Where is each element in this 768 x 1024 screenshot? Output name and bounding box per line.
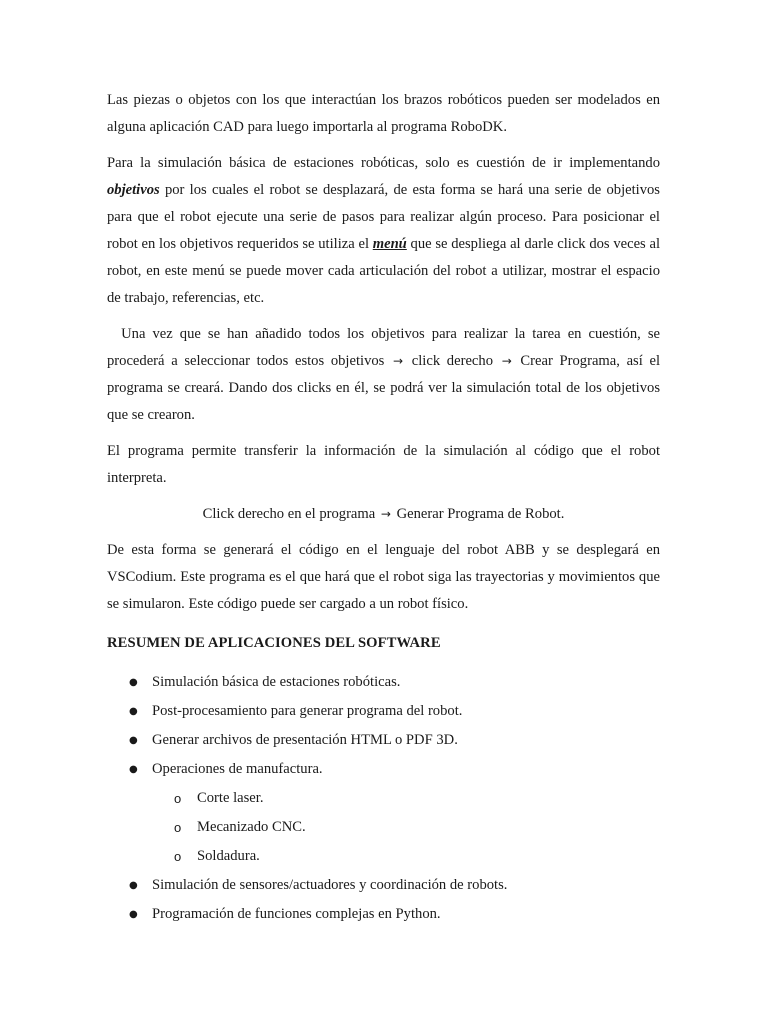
sub-list-item-text: Mecanizado CNC. (197, 819, 306, 835)
list-item-text: Simulación de sensores/actuadores y coordinación de robots. (152, 877, 508, 893)
paragraph-text: que se despliega al darle click dos veces al robot, en este menú se puede mover cada articulación del robot a utilizar, mostrar el espacio de trabajo, referencias, etc. (107, 236, 660, 306)
paragraph-text: Para la simulación básica de estaciones robóticas, solo es cuestión de ir implementando (107, 155, 660, 171)
paragraph-create-program (107, 321, 664, 429)
list-item (107, 755, 660, 871)
section-heading: RESUMEN DE APLICACIONES DEL SOFTWARE (107, 635, 441, 651)
bullet-icon: ● (129, 880, 138, 891)
list-item-text: Post-procesamiento para generar programa del robot. (152, 703, 463, 719)
list-item-text: Programación de funciones complejas en Python. (152, 906, 441, 922)
paragraph-text: click derecho (405, 353, 500, 369)
hollow-bullet-icon: o (174, 849, 182, 864)
sub-list-item-text: Corte laser. (197, 790, 264, 806)
paragraph-generate-robot-program (107, 501, 660, 528)
paragraph-text: Crear Programa, así el programa se creará. Dando dos clicks en él, se podrá ver la simulación total de los objetivos que se crearon. (107, 353, 661, 423)
hollow-bullet-icon: o (174, 820, 182, 835)
manufacturing-sublist (152, 784, 660, 871)
applications-list (107, 668, 660, 929)
list-item (107, 726, 660, 755)
paragraph-text: Click derecho en el programa (202, 506, 379, 522)
sub-list-item-text: Soldadura. (197, 848, 260, 864)
arrow-right-icon: → (393, 354, 404, 368)
paragraph-abb-code: De esta forma se generará el código en el lenguaje del robot ABB y se desplegará en VSCodium. Este programa es el que hará que el robot siga las trayectorias y movimientos que se simularon. Este código puede ser cargado a un robot físico. (107, 542, 660, 612)
paragraph-cad-import: Las piezas o objetos con los que interactúan los brazos robóticos pueden ser modelados en alguna aplicación CAD para luego importarla al programa RoboDK. (107, 92, 660, 135)
paragraph-transfer-info: El programa permite transferir la información de la simulación al código que el robot interpreta. (107, 443, 660, 486)
bullet-icon: ● (129, 735, 138, 746)
bullet-icon: ● (129, 677, 138, 688)
list-item-text: Generar archivos de presentación HTML o PDF 3D. (152, 732, 458, 748)
list-item-text: Simulación básica de estaciones robóticas. (152, 674, 401, 690)
list-item (107, 668, 660, 697)
bullet-icon: ● (129, 706, 138, 717)
paragraph-basic-simulation (107, 150, 660, 312)
list-item (107, 900, 660, 929)
paragraph-text: Generar Programa de Robot. (392, 506, 565, 522)
paragraph-text: por los cuales el robot se desplazará, de esta forma se hará una serie de objetivos para que el robot ejecute una serie de pasos para realizar algún proceso. Para posicionar el robot en los objetivos requeridos se utiliza el (107, 182, 660, 252)
sub-list-item (107, 842, 660, 871)
hollow-bullet-icon: o (174, 791, 182, 806)
list-item-text: Operaciones de manufactura. (152, 761, 323, 777)
sub-list-item (107, 813, 660, 842)
emphasis-menu: menú (372, 236, 407, 252)
list-item (107, 697, 660, 726)
emphasis-objetivos: objetivos (107, 182, 160, 198)
list-item (107, 871, 660, 900)
bullet-icon: ● (129, 909, 138, 920)
paragraph-text: Una vez que se han añadido todos los objetivos para realizar la tarea en cuestión, se procederá a seleccionar todos estos objetivos (107, 326, 664, 369)
sub-list-item (107, 784, 660, 813)
bullet-icon: ● (129, 764, 138, 775)
arrow-right-icon: → (380, 507, 391, 521)
document-body (107, 87, 664, 929)
arrow-right-icon: → (501, 354, 512, 368)
